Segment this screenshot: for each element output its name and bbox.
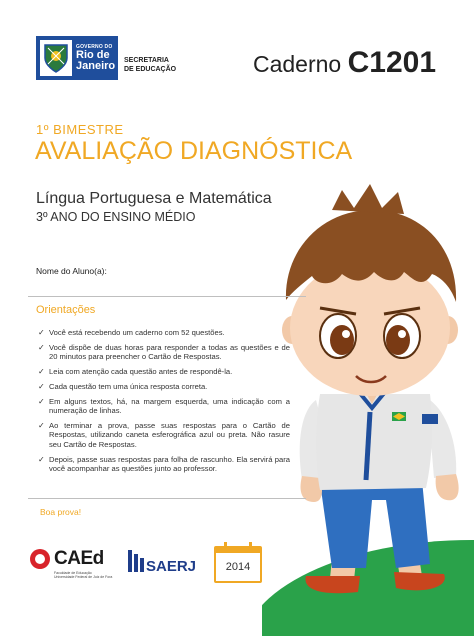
year-label: 2014 xyxy=(225,561,251,573)
secretaria-line2: DE EDUCAÇÃO xyxy=(124,66,177,73)
orientacoes-title: Orientações xyxy=(36,304,96,316)
saerj-logo xyxy=(128,548,196,574)
list-item: ✓ Depois, passe suas respostas para folha de rascunho. Ela servirá para você acompanhar as questões junto ao professor. xyxy=(38,454,290,473)
serie-label: 3º ANO DO ENSINO MÉDIO xyxy=(36,210,196,224)
secretaria-line1: SECRETARIA xyxy=(124,57,169,64)
gov-state-line1: Rio de xyxy=(76,48,110,61)
caderno-label: Caderno xyxy=(252,51,342,77)
divider-top xyxy=(28,296,306,297)
caed-logo-text: CAEd xyxy=(54,548,104,569)
governo-rio-logo xyxy=(36,36,118,80)
gov-small-text: GOVERNO DO xyxy=(76,43,113,50)
student-name-label: Nome do Aluno(a): xyxy=(36,266,107,276)
caed-logo xyxy=(30,548,104,570)
caed-sub-line2: Universidade Federal de Juiz de Fora xyxy=(54,575,113,580)
saerj-mark-icon xyxy=(128,548,144,574)
caed-sub-line1: Faculdade de Educação xyxy=(54,571,92,575)
green-ground-shape xyxy=(262,540,474,636)
secretaria-label xyxy=(124,56,194,74)
check-icon: ✓ xyxy=(38,367,45,377)
check-icon: ✓ xyxy=(38,328,45,337)
caed-subtitle xyxy=(54,571,124,579)
disciplina-title: Língua Portuguesa e Matemática xyxy=(36,190,272,207)
gov-state-line2: Janeiro xyxy=(76,59,116,72)
list-item: ✓ Cada questão tem uma única resposta correta. xyxy=(38,381,208,391)
list-item: ✓ Em alguns textos, há, na margem esquerda, uma indicação com a numeração de linhas. xyxy=(38,396,290,416)
check-icon: ✓ xyxy=(38,381,45,391)
check-icon: ✓ xyxy=(38,396,45,406)
divider-bottom xyxy=(28,498,306,499)
boa-prova-text: Boa prova! xyxy=(40,507,82,517)
saerj-logo-text: SAERJ xyxy=(146,558,197,575)
list-item: ✓ Você dispõe de duas horas para responder a todas as questões e de 20 minutos para preencher o Cartão de Respostas. xyxy=(38,342,290,362)
check-icon: ✓ xyxy=(38,342,45,352)
boy-mascot-illustration xyxy=(262,180,474,636)
caderno-code xyxy=(253,46,436,80)
calendar-ring xyxy=(249,542,252,549)
caderno-number: C1201 xyxy=(347,46,436,79)
list-item: ✓ Leia com atenção cada questão antes de respondê-la. xyxy=(38,367,233,377)
check-icon: ✓ xyxy=(38,421,45,431)
list-item: ✓ Ao terminar a prova, passe suas respostas para o Cartão de Respostas, utilizando caneta esferográfica azul ou preta. Não rasure seu Cartão de Respostas. xyxy=(38,421,290,449)
coat-of-arms-icon xyxy=(40,40,72,76)
caed-mark-icon xyxy=(30,549,50,569)
check-icon: ✓ xyxy=(38,454,45,464)
calendar-ring xyxy=(224,542,227,549)
bimestre-label: 1º BIMESTRE xyxy=(36,122,124,137)
list-item: ✓ Você está recebendo um caderno com 52 questões. xyxy=(38,328,225,337)
main-title: AVALIAÇÃO DIAGNÓSTICA xyxy=(35,137,353,165)
orientacoes-list xyxy=(38,328,290,479)
calendar-2014-icon xyxy=(214,546,262,583)
